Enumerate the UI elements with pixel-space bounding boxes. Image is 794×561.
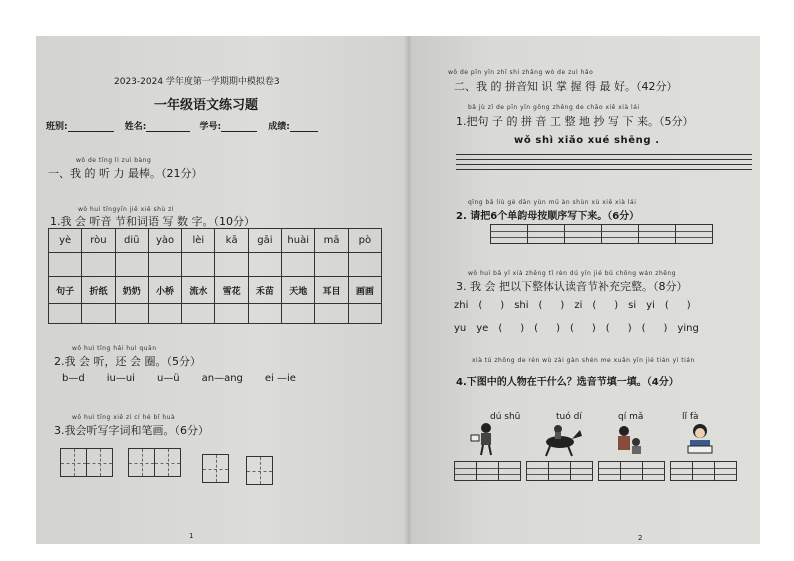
r-q1-title: 1.把句 子 的 拼 音 工 整 地 抄 写 下 来。（5分）	[456, 115, 694, 128]
answer-row[interactable]	[49, 253, 382, 277]
answer-cell[interactable]	[115, 253, 148, 277]
syllable-token[interactable]: )	[500, 300, 505, 311]
barber-illustration	[612, 424, 646, 458]
syllable-token[interactable]: (	[478, 300, 483, 311]
syllable-token[interactable]: )	[663, 323, 668, 334]
r-q3-pinyin: wǒ huì bǎ yǐ xià zhěng tǐ rèn dú yīn jié bǔ chōng wán zhěng	[468, 270, 677, 277]
syllable-cell: huài	[282, 229, 315, 253]
writing-grid-1[interactable]	[60, 448, 112, 477]
syllable-token[interactable]: (	[664, 300, 669, 311]
syllable-token: ying	[677, 323, 699, 334]
vowel-cell[interactable]	[601, 224, 639, 244]
syllable-token[interactable]: )	[627, 323, 632, 334]
reading-girl-illustration	[466, 421, 506, 457]
syllable-row-1	[454, 300, 754, 311]
syllable-token[interactable]: (	[498, 323, 503, 334]
option-qima: qí mǎ	[618, 412, 644, 422]
syllable-token: si	[628, 300, 637, 311]
r-q4-title: 4.下图中的人物在干什么？选音节填一填。（4分）	[456, 377, 679, 388]
option-lifa: lǐ fà	[682, 412, 699, 422]
syllable-row-2	[454, 323, 754, 334]
name-label: 姓名:	[124, 122, 147, 132]
student-info	[46, 119, 318, 132]
answer-cell[interactable]	[148, 304, 181, 324]
handwriting-lines[interactable]	[456, 154, 752, 174]
answer-cell[interactable]	[182, 253, 215, 277]
syllable-token[interactable]: )	[520, 323, 525, 334]
answer-row[interactable]	[49, 304, 382, 324]
id-field[interactable]	[221, 123, 257, 132]
syllable-token: zhi	[454, 300, 469, 311]
year-title: 2023-2024 学年度第一学期期中模拟卷3	[114, 77, 280, 87]
vowel-cell[interactable]	[490, 224, 528, 244]
page-title: 一年级语文练习题	[154, 98, 259, 113]
section-2-title: 二、我 的 拼音知 识 掌 握 得 最 好。（42分）	[454, 80, 678, 93]
r-q3-title: 3. 我 会 把以下整体认读音节补充完整。（8分）	[456, 280, 688, 293]
answer-grid-4[interactable]	[670, 461, 736, 481]
word-cell: 雪花	[215, 277, 248, 304]
option-tuodi: tuó dí	[556, 412, 582, 422]
syllable-cell: pò	[348, 229, 381, 253]
answer-grid-3[interactable]	[598, 461, 664, 481]
page-number: 2	[638, 534, 643, 542]
r-q2-title: 2. 请把6个单韵母按顺序写下来。（6分）	[456, 211, 640, 222]
syllable-token[interactable]: )	[591, 323, 596, 334]
word-cell: 天地	[282, 277, 315, 304]
q2-pinyin: wǒ huì tīng hái huì quān	[72, 345, 157, 352]
syllable-token: yu	[454, 323, 467, 334]
syllable-cell: yè	[49, 229, 82, 253]
word-cell: 耳目	[315, 277, 348, 304]
sound-pair[interactable]: b—d	[62, 373, 85, 384]
answer-cell[interactable]	[115, 304, 148, 324]
word-cell: 小桥	[148, 277, 181, 304]
page-fold	[404, 36, 412, 544]
answer-cell[interactable]	[248, 253, 281, 277]
word-cell: 奶奶	[115, 277, 148, 304]
r-q2-pinyin: qǐng bǎ liù gè dān yùn mǔ àn shùn xù xiě xià lái	[468, 199, 637, 206]
q2-title: 2.我 会 听，还 会 圈。（5分）	[54, 355, 201, 368]
answer-cell[interactable]	[82, 253, 115, 277]
option-dushu: dú shū	[490, 412, 521, 422]
syllable-token[interactable]: (	[534, 323, 539, 334]
sound-pair[interactable]: an—ang	[201, 373, 243, 384]
sound-pair[interactable]: u—ü	[156, 373, 180, 384]
syllable-cell: ròu	[82, 229, 115, 253]
answer-cell[interactable]	[215, 304, 248, 324]
answer-cell[interactable]	[49, 253, 82, 277]
id-label: 学号:	[199, 122, 222, 132]
writing-grid-4[interactable]	[246, 456, 272, 485]
pinyin-table	[48, 228, 382, 324]
syllable-cell: mā	[315, 229, 348, 253]
horse-rider-illustration	[536, 424, 586, 458]
syllable-token[interactable]: )	[614, 300, 619, 311]
syllable-cell: kā	[215, 229, 248, 253]
answer-cell[interactable]	[348, 253, 381, 277]
writing-grid-3[interactable]	[202, 454, 228, 483]
answer-cell[interactable]	[49, 304, 82, 324]
exam-sheet	[36, 36, 760, 544]
score-field[interactable]	[290, 123, 318, 132]
vowel-cell[interactable]	[527, 224, 565, 244]
answer-cell[interactable]	[282, 304, 315, 324]
answer-cell[interactable]	[315, 304, 348, 324]
class-field[interactable]	[68, 123, 114, 132]
sound-pair[interactable]: iu—ui	[106, 373, 135, 384]
q3-pinyin: wǒ huì tīng xiě zì cí hé bǐ huà	[72, 414, 176, 421]
vowel-cell[interactable]	[564, 224, 602, 244]
sentence-pinyin: wǒ shì xiǎo xué shēng .	[514, 135, 660, 146]
answer-cell[interactable]	[182, 304, 215, 324]
answer-cell[interactable]	[248, 304, 281, 324]
vowel-cell[interactable]	[638, 224, 676, 244]
q3-title: 3.我会听写字词和笔画。（6分）	[54, 424, 209, 437]
syllable-token: zi	[574, 300, 583, 311]
syllable-token: shi	[514, 300, 529, 311]
syllable-token[interactable]: )	[560, 300, 565, 311]
name-field[interactable]	[146, 123, 190, 132]
q1-title: 1.我 会 听音 节和词语 写 数 字。（10分）	[50, 215, 255, 228]
word-row	[49, 277, 382, 304]
answer-cell[interactable]	[315, 253, 348, 277]
answer-cell[interactable]	[348, 304, 381, 324]
writing-grid-2[interactable]	[128, 448, 180, 477]
answer-grid-2[interactable]	[526, 461, 592, 481]
q1-pinyin: wǒ huì tīngyīn jiě xiě shù zì	[78, 206, 174, 213]
word-cell: 句子	[49, 277, 82, 304]
answer-cell[interactable]	[148, 253, 181, 277]
word-cell: 画画	[348, 277, 381, 304]
r-q1-pinyin: bǎ jù zǐ de pīn yīn gōng zhěng de chāo xiě xià lái	[468, 104, 640, 111]
q2-pairs	[62, 373, 382, 384]
sound-pair[interactable]: ei —ie	[264, 373, 296, 384]
syllable-token: ye	[476, 323, 489, 334]
syllable-token[interactable]: (	[569, 323, 574, 334]
section-1-title: 一、我 的 听 力 最棒。（21分）	[48, 167, 203, 180]
score-label: 成绩:	[268, 122, 290, 132]
syllable-token[interactable]: )	[556, 323, 560, 334]
r-q4-pinyin: xià tú zhōng de rén wù zài gàn shén me xuǎn yīn jié tián yì tián	[472, 357, 695, 364]
word-cell: 流水	[182, 277, 215, 304]
syllable-token[interactable]: (	[592, 300, 597, 311]
word-cell: 折纸	[82, 277, 115, 304]
sec2-pinyin: wǒ de pīn yīn zhī shi zhǎng wò de zuì hǎo	[448, 69, 594, 76]
reading-boy-illustration	[680, 422, 720, 458]
syllable-cell: lèi	[182, 229, 215, 253]
syllable-cell: yào	[148, 229, 181, 253]
answer-cell[interactable]	[82, 304, 115, 324]
word-cell: 禾苗	[248, 277, 281, 304]
syllable-token[interactable]: (	[538, 300, 543, 311]
syllable-row	[49, 229, 382, 253]
vowel-cell[interactable]	[675, 224, 713, 244]
sec1-pinyin: wǒ de tīng lì zuì bàng	[76, 157, 152, 164]
left-page	[36, 36, 408, 544]
answer-cell[interactable]	[282, 253, 315, 277]
syllable-cell: gāi	[248, 229, 281, 253]
syllable-cell: diū	[115, 229, 148, 253]
syllable-token[interactable]: (	[605, 323, 610, 334]
vowel-grid[interactable]	[490, 224, 712, 244]
syllable-token[interactable]: )	[686, 300, 691, 311]
answer-cell[interactable]	[215, 253, 248, 277]
syllable-token[interactable]: (	[641, 323, 646, 334]
right-page	[408, 36, 760, 544]
page-number: 1	[189, 532, 194, 540]
answer-grid-1[interactable]	[454, 461, 520, 481]
class-label: 班别:	[46, 122, 68, 132]
syllable-token: yi	[646, 300, 655, 311]
